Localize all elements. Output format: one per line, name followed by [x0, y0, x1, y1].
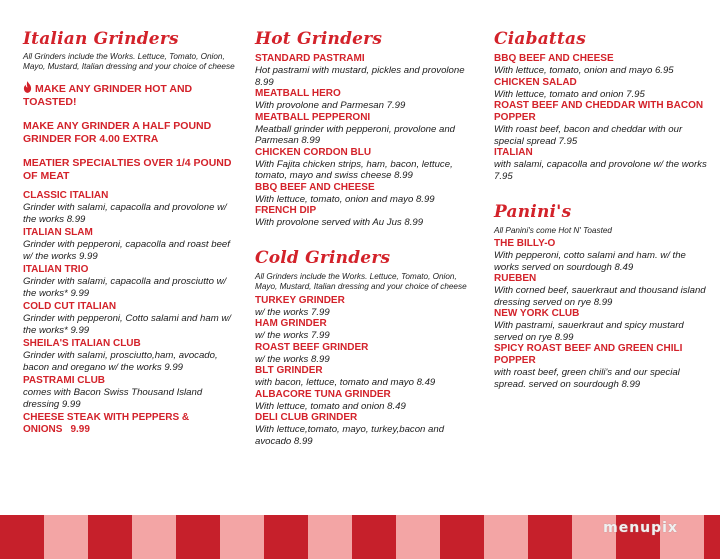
stripe — [88, 515, 132, 559]
item-name: RUEBEN — [494, 273, 537, 284]
ciabatta-item — [494, 77, 709, 101]
item-name: COLD CUT ITALIAN — [23, 301, 117, 312]
item-name: DELI CLUB GRINDER — [255, 412, 358, 423]
cold-grinders-note: All Grinders include the Works. Lettuce, Tomato, Onion, Mayo, Mustard, Italian dressing and your choice of cheese — [255, 271, 467, 291]
item-description: With lettuce, tomato and onion 7.95 — [494, 88, 645, 100]
italian-grinder-item — [23, 375, 241, 410]
stripe — [528, 515, 572, 559]
item-description: With roast beef, bacon and cheddar with our special spread 7.95 — [494, 124, 683, 147]
item-name: MEATBALL PEPPERONI — [255, 111, 371, 123]
italian-grinder-item — [23, 227, 241, 262]
item-name: PASTRAMI CLUB — [23, 375, 106, 386]
panini-item — [494, 308, 709, 343]
stripe — [44, 515, 88, 559]
item-name: SPICY ROAST BEEF AND GREEN CHILI POPPER — [494, 343, 683, 366]
item-price: 9.99 — [70, 424, 90, 435]
stripe — [0, 515, 44, 559]
panini-item — [494, 238, 709, 273]
item-description: with salami, capacolla and provolone w/ the works 7.95 — [494, 159, 707, 182]
stripe — [484, 515, 528, 559]
panini-item — [494, 343, 709, 390]
stripe — [704, 515, 720, 559]
hot-grinders-heading: Hot Grinders — [255, 29, 383, 49]
cold-grinders-heading: Cold Grinders — [255, 247, 391, 268]
item-name: NEW YORK CLUB — [494, 308, 580, 319]
ciabatta-item — [494, 147, 709, 182]
item-description: With provolone served with Au Jus 8.99 — [255, 217, 424, 228]
item-description: With pepperoni, cotto salami and ham. w/ the works served on sourdough 8.49 — [494, 250, 686, 273]
item-name: ITALIAN SLAM — [23, 227, 93, 238]
hot-grinder-item — [255, 88, 480, 112]
half-pound-callout: MAKE ANY GRINDER A HALF POUND GRINDER FOR 4.00 EXTRA — [23, 120, 212, 145]
hot-grinder-item — [255, 53, 480, 88]
stripe — [264, 515, 308, 559]
item-description: Meatball grinder with pepperoni, provolone and Parmesan 8.99 — [255, 123, 455, 146]
item-description: With lettuce, tomato, onion and mayo 8.99 — [255, 193, 435, 205]
italian-grinders-column — [23, 28, 241, 436]
item-name: CLASSIC ITALIAN — [23, 190, 109, 201]
item-description: with roast beef, green chili's and our special spread. served on sourdough 8.99 — [494, 367, 680, 390]
item-description: w/ the works 8.99 — [255, 353, 330, 365]
item-description: With lettuce, tomato and onion 8.49 — [255, 400, 406, 412]
italian-grinder-item — [23, 301, 241, 336]
meatier-callout: MEATIER SPECIALTIES OVER 1/4 POUND OF MEAT — [23, 157, 232, 182]
stripe — [132, 515, 176, 559]
cold-grinder-item — [255, 295, 480, 319]
ciabatta-item — [494, 100, 709, 147]
cold-grinder-item — [255, 318, 480, 342]
stripe — [352, 515, 396, 559]
stripe — [176, 515, 220, 559]
item-description: Grinder with pepperoni, Cotto salami and ham w/ the works* 9.99 — [23, 313, 231, 336]
item-description: Grinder with salami, capacolla and prosciutto w/ the works* 9.99 — [23, 276, 227, 299]
stripe — [396, 515, 440, 559]
cold-grinder-item — [255, 342, 480, 366]
stripe — [220, 515, 264, 559]
italian-grinders-heading: Italian Grinders — [23, 29, 179, 49]
item-name: ITALIAN TRIO — [23, 264, 89, 275]
stripe — [308, 515, 352, 559]
italian-grinders-note: All Grinders include the Works. Lettuce, Tomato, Onion, Mayo, Mustard, Italian dressing and your choice of cheese — [23, 52, 235, 71]
hot-cold-grinders-column — [255, 28, 480, 447]
item-description: With lettuce,tomato, mayo, turkey,bacon and avocado 8.99 — [255, 424, 445, 447]
ciabattas-paninis-column — [494, 28, 709, 390]
item-description: Grinder with pepperoni, capacolla and roast beef w/ the works 9.99 — [23, 239, 230, 262]
panini-item — [494, 273, 709, 308]
item-name: MEATBALL HERO — [255, 88, 341, 99]
item-description: w/ the works 7.99 — [255, 306, 330, 318]
menupix-watermark: menupix — [603, 520, 678, 536]
cold-grinder-item — [255, 365, 480, 389]
item-name: CHICKEN CORDON BLU — [255, 146, 372, 158]
item-name: CHICKEN SALAD — [494, 76, 577, 88]
hot-grinder-item — [255, 112, 480, 147]
item-description: With Fajita chicken strips, ham, bacon, lettuce, tomato, mayo and swiss cheese 8.99 — [255, 158, 453, 181]
item-name: TURKEY GRINDER — [255, 294, 345, 306]
item-name: ROAST BEEF AND CHEDDAR WITH BACON POPPER — [494, 100, 704, 123]
italian-grinder-item — [23, 190, 241, 225]
hot-grinder-item — [255, 205, 480, 229]
item-name — [23, 412, 241, 436]
cold-grinder-item — [255, 389, 480, 413]
ciabatta-item — [494, 53, 709, 77]
item-name: BBQ BEEF AND CHEESE — [494, 53, 614, 64]
flame-icon — [23, 81, 32, 93]
item-description: Hot pastrami with mustard, pickles and provolone 8.99 — [255, 65, 465, 88]
item-name: FRENCH DIP — [255, 205, 317, 216]
italian-grinder-item — [23, 338, 241, 373]
item-description: comes with Bacon Swiss Thousand Island dressing 9.99 — [23, 387, 203, 410]
item-description: With pastrami, sauerkraut and spicy mustard served on rye 8.99 — [494, 320, 684, 343]
item-name: ITALIAN — [494, 147, 533, 158]
ciabattas-heading: Ciabattas — [494, 29, 586, 49]
item-description: With corned beef, sauerkraut and thousand island dressing served on rye 8.99 — [494, 285, 706, 308]
item-description: With lettuce, tomato, onion and mayo 6.95 — [494, 65, 674, 76]
paninis-heading: Panini's — [494, 202, 572, 222]
item-name: STANDARD PASTRAMI — [255, 53, 365, 64]
item-name: SHEILA'S ITALIAN CLUB — [23, 338, 141, 349]
cold-grinder-item — [255, 412, 480, 447]
hot-grinder-item — [255, 182, 480, 206]
italian-grinder-item — [23, 264, 241, 299]
hot-grinder-item — [255, 147, 480, 182]
item-name: BLT GRINDER — [255, 365, 323, 376]
item-name-text: CHEESE STEAK WITH PEPPERS & ONIONS — [23, 412, 190, 435]
italian-grinder-item — [23, 412, 241, 436]
item-description: Grinder with salami, capacolla and provolone w/ the works 8.99 — [23, 202, 227, 225]
paninis-note: All Panini's come Hot N' Toasted — [494, 226, 612, 235]
item-name: BBQ BEEF AND CHEESE — [255, 181, 375, 193]
stripe — [440, 515, 484, 559]
hot-toasted-callout — [23, 81, 241, 108]
item-name: ALBACORE TUNA GRINDER — [255, 388, 391, 400]
item-name: THE BILLY-O — [494, 238, 556, 249]
item-description: with bacon, lettuce, tomato and mayo 8.49 — [255, 377, 436, 388]
hot-toasted-text: MAKE ANY GRINDER HOT AND TOASTED! — [23, 83, 193, 108]
item-description: With provolone and Parmesan 7.99 — [255, 100, 406, 111]
item-name: ROAST BEEF GRINDER — [255, 341, 369, 353]
item-description: w/ the works 7.99 — [255, 330, 330, 341]
item-description: Grinder with salami, prosciutto,ham, avocado, bacon and oregano w/ the works 9.99 — [23, 350, 218, 373]
item-name: HAM GRINDER — [255, 318, 327, 329]
